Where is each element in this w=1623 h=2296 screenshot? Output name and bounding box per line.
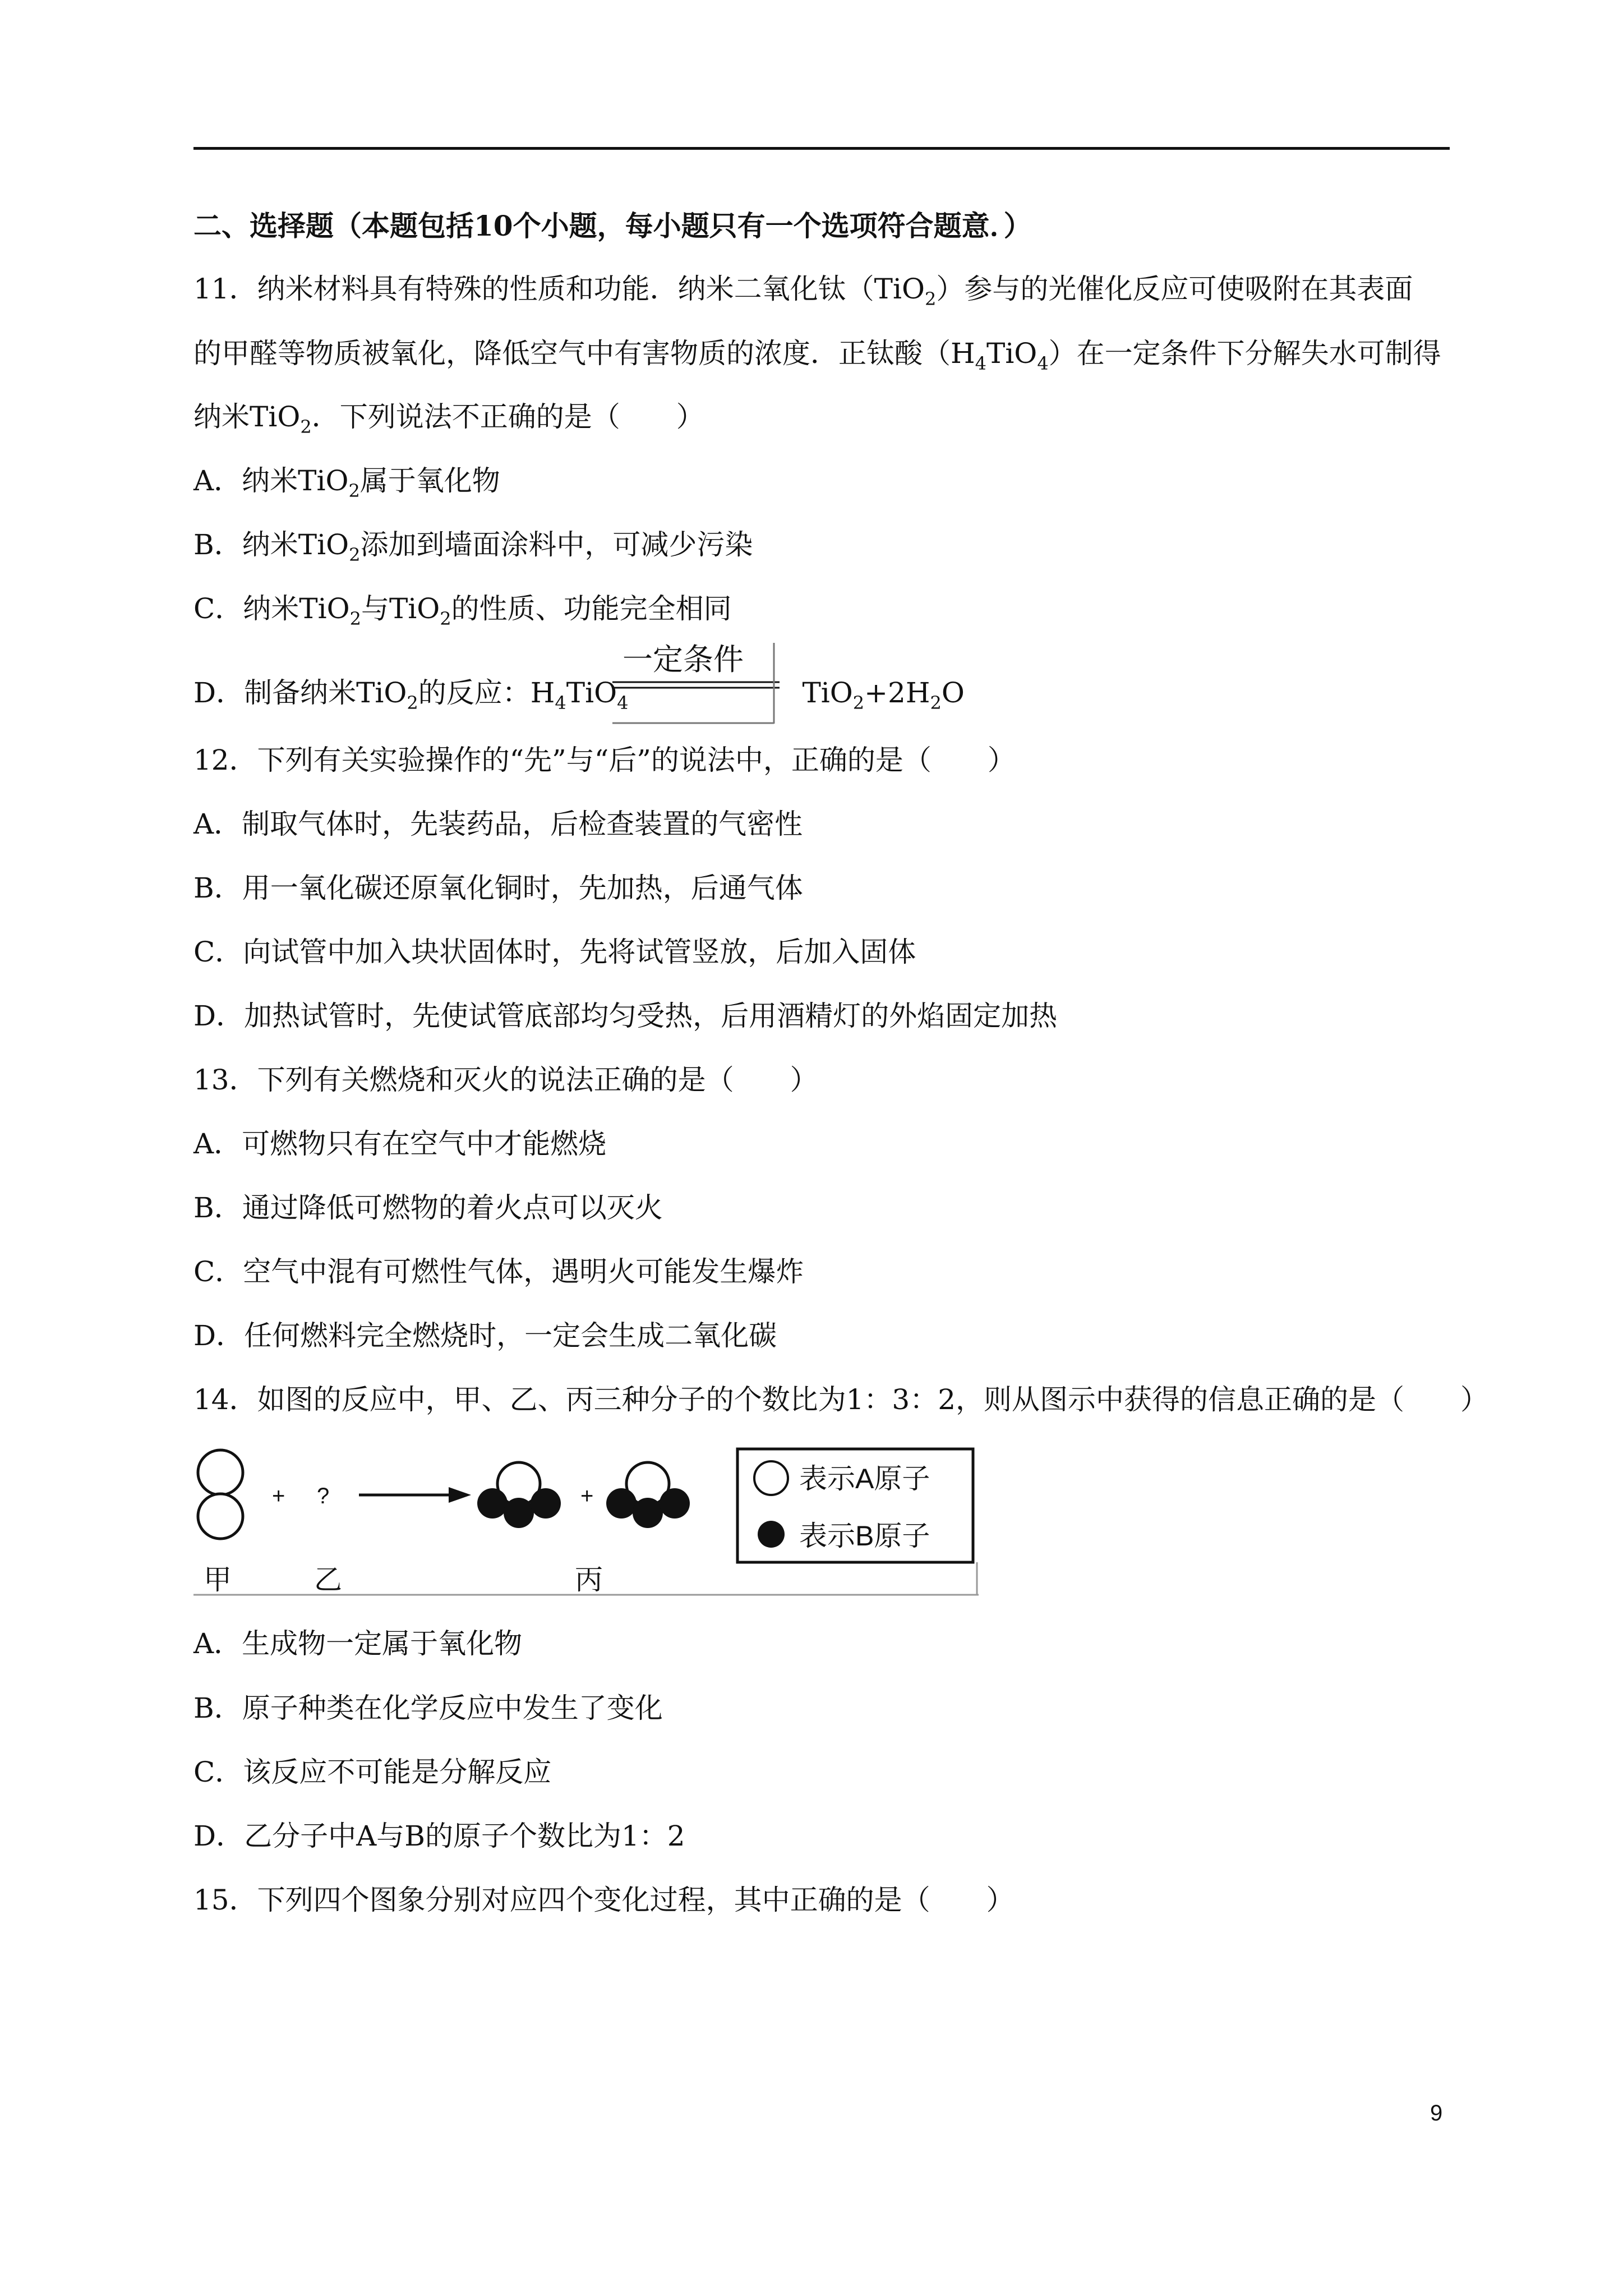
q11-stem-line1: 11．纳米材料具有特殊的性质和功能．纳米二氧化钛（TiO$_2$）参与的光催化反应可使吸附在其表面 bbox=[193, 273, 1413, 310]
q13-option-c: C．空气中混有可燃性气体，遇明火可能发生爆炸 bbox=[193, 1255, 804, 1288]
section-heading: 二、选择题（本题包括10个小题，每小题只有一个选项符合题意．） bbox=[193, 209, 1032, 242]
plus-sign: + bbox=[272, 1484, 285, 1508]
q11-option-a: A．纳米TiO$_2$属于氧化物 bbox=[193, 464, 500, 501]
q11-option-d: D．制备纳米TiO$_2$的反应：$H_4TiO_4$ $TiO_2+2H_2O$ bbox=[193, 677, 965, 714]
reaction-condition-text: 一定条件 bbox=[623, 643, 744, 677]
label-bing: 丙 bbox=[575, 1564, 603, 1595]
q13-option-b: B．通过降低可燃物的着火点可以灭火 bbox=[193, 1191, 663, 1224]
q15-stem: 15．下列四个图象分别对应四个变化过程，其中正确的是（ ） bbox=[193, 1884, 1015, 1916]
filled-circle-icon bbox=[758, 1521, 785, 1548]
q12-option-b: B．用一氧化碳还原氧化铜时，先加热，后通气体 bbox=[193, 872, 803, 904]
q14-option-d: D．乙分子中A与B的原子个数比为1：2 bbox=[193, 1820, 685, 1852]
reaction-arrow bbox=[359, 1487, 471, 1503]
q11-option-c: C．纳米TiO$_2$与TiO$_2$的性质、功能完全相同 bbox=[193, 592, 732, 629]
q12-option-a: A．制取气体时，先装药品，后检查装置的气密性 bbox=[193, 808, 803, 840]
legend-box bbox=[737, 1449, 973, 1562]
legend-a-text: 表示A原子 bbox=[799, 1463, 930, 1494]
legend-b-text: 表示B原子 bbox=[799, 1520, 930, 1552]
q14-stem: 14．如图的反应中，甲、乙、丙三种分子的个数比为1：3：2，则从图示中获得的信息正确的是（ ） bbox=[193, 1383, 1489, 1416]
q13-option-a: A．可燃物只有在空气中才能燃烧 bbox=[193, 1128, 607, 1160]
label-yi: 乙 bbox=[314, 1564, 342, 1595]
molecule-bing-2 bbox=[606, 1462, 690, 1528]
q12-option-d: D．加热试管时，先使试管底部均匀受热，后用酒精灯的外焰固定加热 bbox=[193, 1000, 1058, 1032]
page-number: 9 bbox=[1430, 2101, 1443, 2125]
q14-option-a: A．生成物一定属于氧化物 bbox=[193, 1627, 523, 1660]
q12-option-c: C．向试管中加入块状固体时，先将试管竖放，后加入固体 bbox=[193, 936, 916, 968]
molecule-bing-1 bbox=[477, 1462, 561, 1528]
q12-stem: 12．下列有关实验操作的“先”与“后”的说法中，正确的是（ ） bbox=[193, 744, 1016, 776]
q14-option-b: B．原子种类在化学反应中发生了变化 bbox=[193, 1692, 663, 1724]
q14-option-c: C．该反应不可能是分解反应 bbox=[193, 1756, 552, 1788]
plus-sign-2: + bbox=[580, 1484, 594, 1508]
unknown-molecule-mark: ? bbox=[317, 1484, 330, 1508]
label-jia: 甲 bbox=[204, 1564, 232, 1595]
q13-option-d: D．任何燃料完全燃烧时，一定会生成二氧化碳 bbox=[193, 1319, 777, 1352]
reaction-diagram bbox=[193, 1444, 979, 1596]
reaction-condition-sign bbox=[611, 641, 780, 725]
molecule-jia bbox=[198, 1450, 243, 1539]
q13-stem: 13．下列有关燃烧和灭火的说法正确的是（ ） bbox=[193, 1064, 818, 1096]
q11-option-b: B．纳米TiO$_2$添加到墙面涂料中，可减少污染 bbox=[193, 528, 753, 565]
q11-stem-line3: 纳米TiO$_2$．下列说法不正确的是（ ） bbox=[193, 401, 704, 438]
q11-stem-line2: 的甲醛等物质被氧化，降低空气中有害物质的浓度．正钛酸$(H_4TiO_4)$在一定条件下分解失水可制得 bbox=[193, 337, 1441, 374]
header-rule bbox=[193, 147, 1450, 150]
open-circle-icon bbox=[754, 1461, 788, 1495]
